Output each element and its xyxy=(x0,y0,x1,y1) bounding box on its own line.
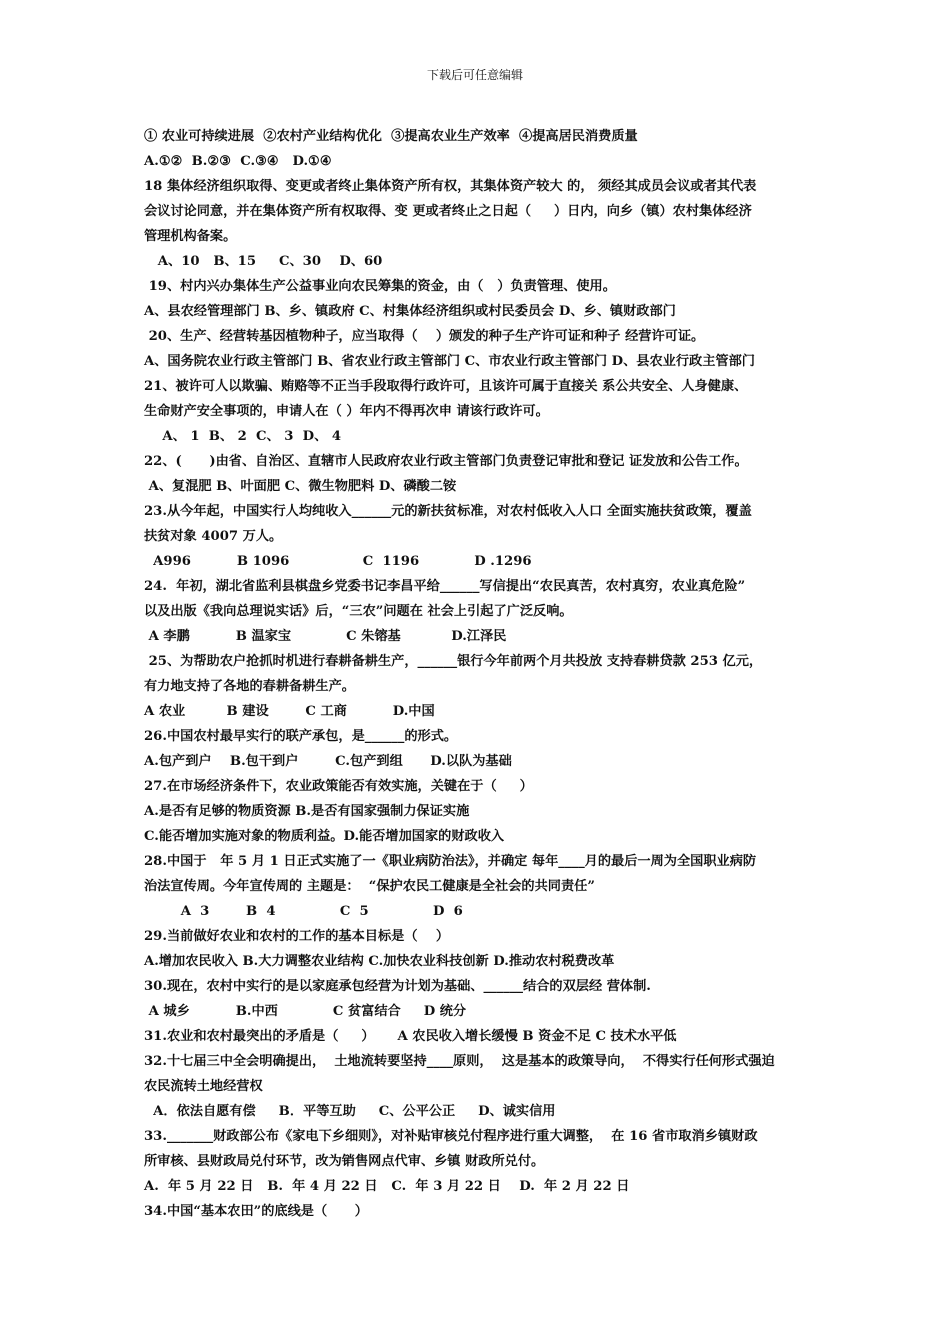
page-header: 下载后可任意编辑 xyxy=(426,68,523,82)
text-line: 农民流转土地经营权 xyxy=(144,1079,263,1094)
text-line: 扶贫对象 4007 万人。 xyxy=(144,529,283,544)
text-line: 23.从今年起，中国实行人均纯收入______元的新扶贫标准，对农村低收入人口 全面实施扶贫政策，覆盖 xyxy=(144,504,752,519)
text-line: A 农业 B 建设 C 工商 D.中国 xyxy=(144,704,435,719)
text-line: A 3 B 4 C 5 D 6 xyxy=(144,904,463,919)
text-line: 31.农业和农村最突出的矛盾是（ ） A 农民收入增长缓慢 B 资金不足 C 技术水平低 xyxy=(144,1029,677,1044)
text-line: 21、被许可人以欺骗、贿赂等不正当手段取得行政许可，且该许可属于直接关 系公共安全、人身健康、 xyxy=(144,379,748,394)
text-line: 33._______财政部公布《家电下乡细则》，对补贴审核兑付程序进行重大调整， 在 16 省市取消乡镇财政 xyxy=(144,1129,758,1144)
text-line: A、县农经管理部门 B、乡、镇政府 C、村集体经济组织或村民委员会 D、乡、镇财政部门 xyxy=(144,304,676,319)
text-line: 29.当前做好农业和农村的工作的基本目标是（ ） xyxy=(144,929,450,944)
text-line: A.①② B.②③ C.③④ D.①④ xyxy=(144,154,332,169)
text-line: ① 农业可持续进展 ②农村产业结构优化 ③提高农业生产效率 ④提高居民消费质量 xyxy=(144,129,638,144)
text-line: 会议讨论同意，并在集体资产所有权取得、变 更或者终止之日起（ ）日内，向乡（镇）农村集体经济 xyxy=(144,204,752,219)
text-line: 26.中国农村最早实行的联产承包，是______的形式。 xyxy=(144,729,458,744)
text-line: A、国务院农业行政主管部门 B、省农业行政主管部门 C、市农业行政主管部门 D、县农业行政主管部门 xyxy=(144,354,755,369)
text-line: A．依法自愿有偿 B．平等互助 C、公平公正 D、诚实信用 xyxy=(144,1104,556,1119)
text-line: 34.中国“基本农田”的底线是（ ） xyxy=(144,1204,368,1219)
text-line: 25、为帮助农户抢抓时机进行春耕备耕生产，______银行今年前两个月共投放 支持春耕贷款 253 亿元， xyxy=(144,654,763,669)
text-line: A. 年 5 月 22 日 B. 年 4 月 22 日 C. 年 3 月 22 日 D. 年 2 月 22 日 xyxy=(144,1179,630,1194)
text-line: 以及出版《我向总理说实话》后，“三农”问题在 社会上引起了广泛反响。 xyxy=(144,604,573,619)
text-line: A.包产到户 B.包干到户 C.包产到组 D.以队为基础 xyxy=(144,754,512,769)
text-line: A、复混肥 B、叶面肥 C、微生物肥料 D、磷酸二铵 xyxy=(144,479,457,494)
text-line: 管理机构备案。 xyxy=(144,229,237,244)
text-line: 32.十七届三中全会明确提出， 土地流转要坚持____原则， 这是基本的政策导向， 不得实行任何形式强迫 xyxy=(144,1054,775,1069)
text-line: A 李鹏 B 温家宝 C 朱镕基 D.江泽民 xyxy=(144,629,507,644)
text-line: 19、村内兴办集体生产公益事业向农民筹集的资金，由（ ）负责管理、使用。 xyxy=(144,279,616,294)
text-line: 18 集体经济组织取得、变更或者终止集体资产所有权，其集体资产较大 的， 须经其成员会议或者其代表 xyxy=(144,179,757,194)
text-line: A、 1 B、 2 C、 3 D、 4 xyxy=(144,429,342,444)
text-line: 30.现在，农村中实行的是以家庭承包经营为计划为基础、______结合的双层经 营体制. xyxy=(144,979,651,994)
text-line: 20、生产、经营转基因植物种子，应当取得（ ）颁发的种子生产许可证和种子 经营许可证。 xyxy=(144,329,705,344)
text-line: 24. 年初，湖北省监利县棋盘乡党委书记李昌平给______写信提出“农民真苦，农村真穷，农业真危险” xyxy=(144,579,746,594)
text-line: C.能否增加实施对象的物质利益。D.能否增加国家的财政收入 xyxy=(144,829,505,844)
text-line: A 城乡 B.中西 C 贫富结合 D 统分 xyxy=(144,1004,467,1019)
text-line: 治法宣传周。今年宣传周的 主题是： “保护农民工健康是全社会的共同责任” xyxy=(144,879,595,894)
text-line: 所审核、县财政局兑付环节，改为销售网点代审、乡镇 财政所兑付。 xyxy=(144,1154,545,1169)
text-line: 28.中国于 年 5 月 1 日正式实施了一《职业病防治法》，并确定 每年____月的最后一周为全国职业病防 xyxy=(144,854,757,869)
text-line: A.增加农民收入 B.大力调整农业结构 C.加快农业科技创新 D.推动农村税费改革 xyxy=(144,954,615,969)
text-line: A、10 B、15 C、30 D、60 xyxy=(144,254,383,269)
text-line: 有力地支持了各地的春耕备耕生产。 xyxy=(144,679,355,694)
text-line: 27.在市场经济条件下，农业政策能否有效实施，关键在于（ ） xyxy=(144,779,533,794)
text-line: A.是否有足够的物质资源 B.是否有国家强制力保证实施 xyxy=(144,804,470,819)
text-line: A996 B 1096 C 1196 D .1296 xyxy=(144,554,532,569)
text-line: 22、( )由省、自治区、直辖市人民政府农业行政主管部门负责登记审批和登记 证发放和公告工作。 xyxy=(144,454,748,469)
document-body xyxy=(144,124,816,1224)
text-line: 生命财产安全事项的，申请人在（ ）年内不得再次申 请该行政许可。 xyxy=(144,404,549,419)
